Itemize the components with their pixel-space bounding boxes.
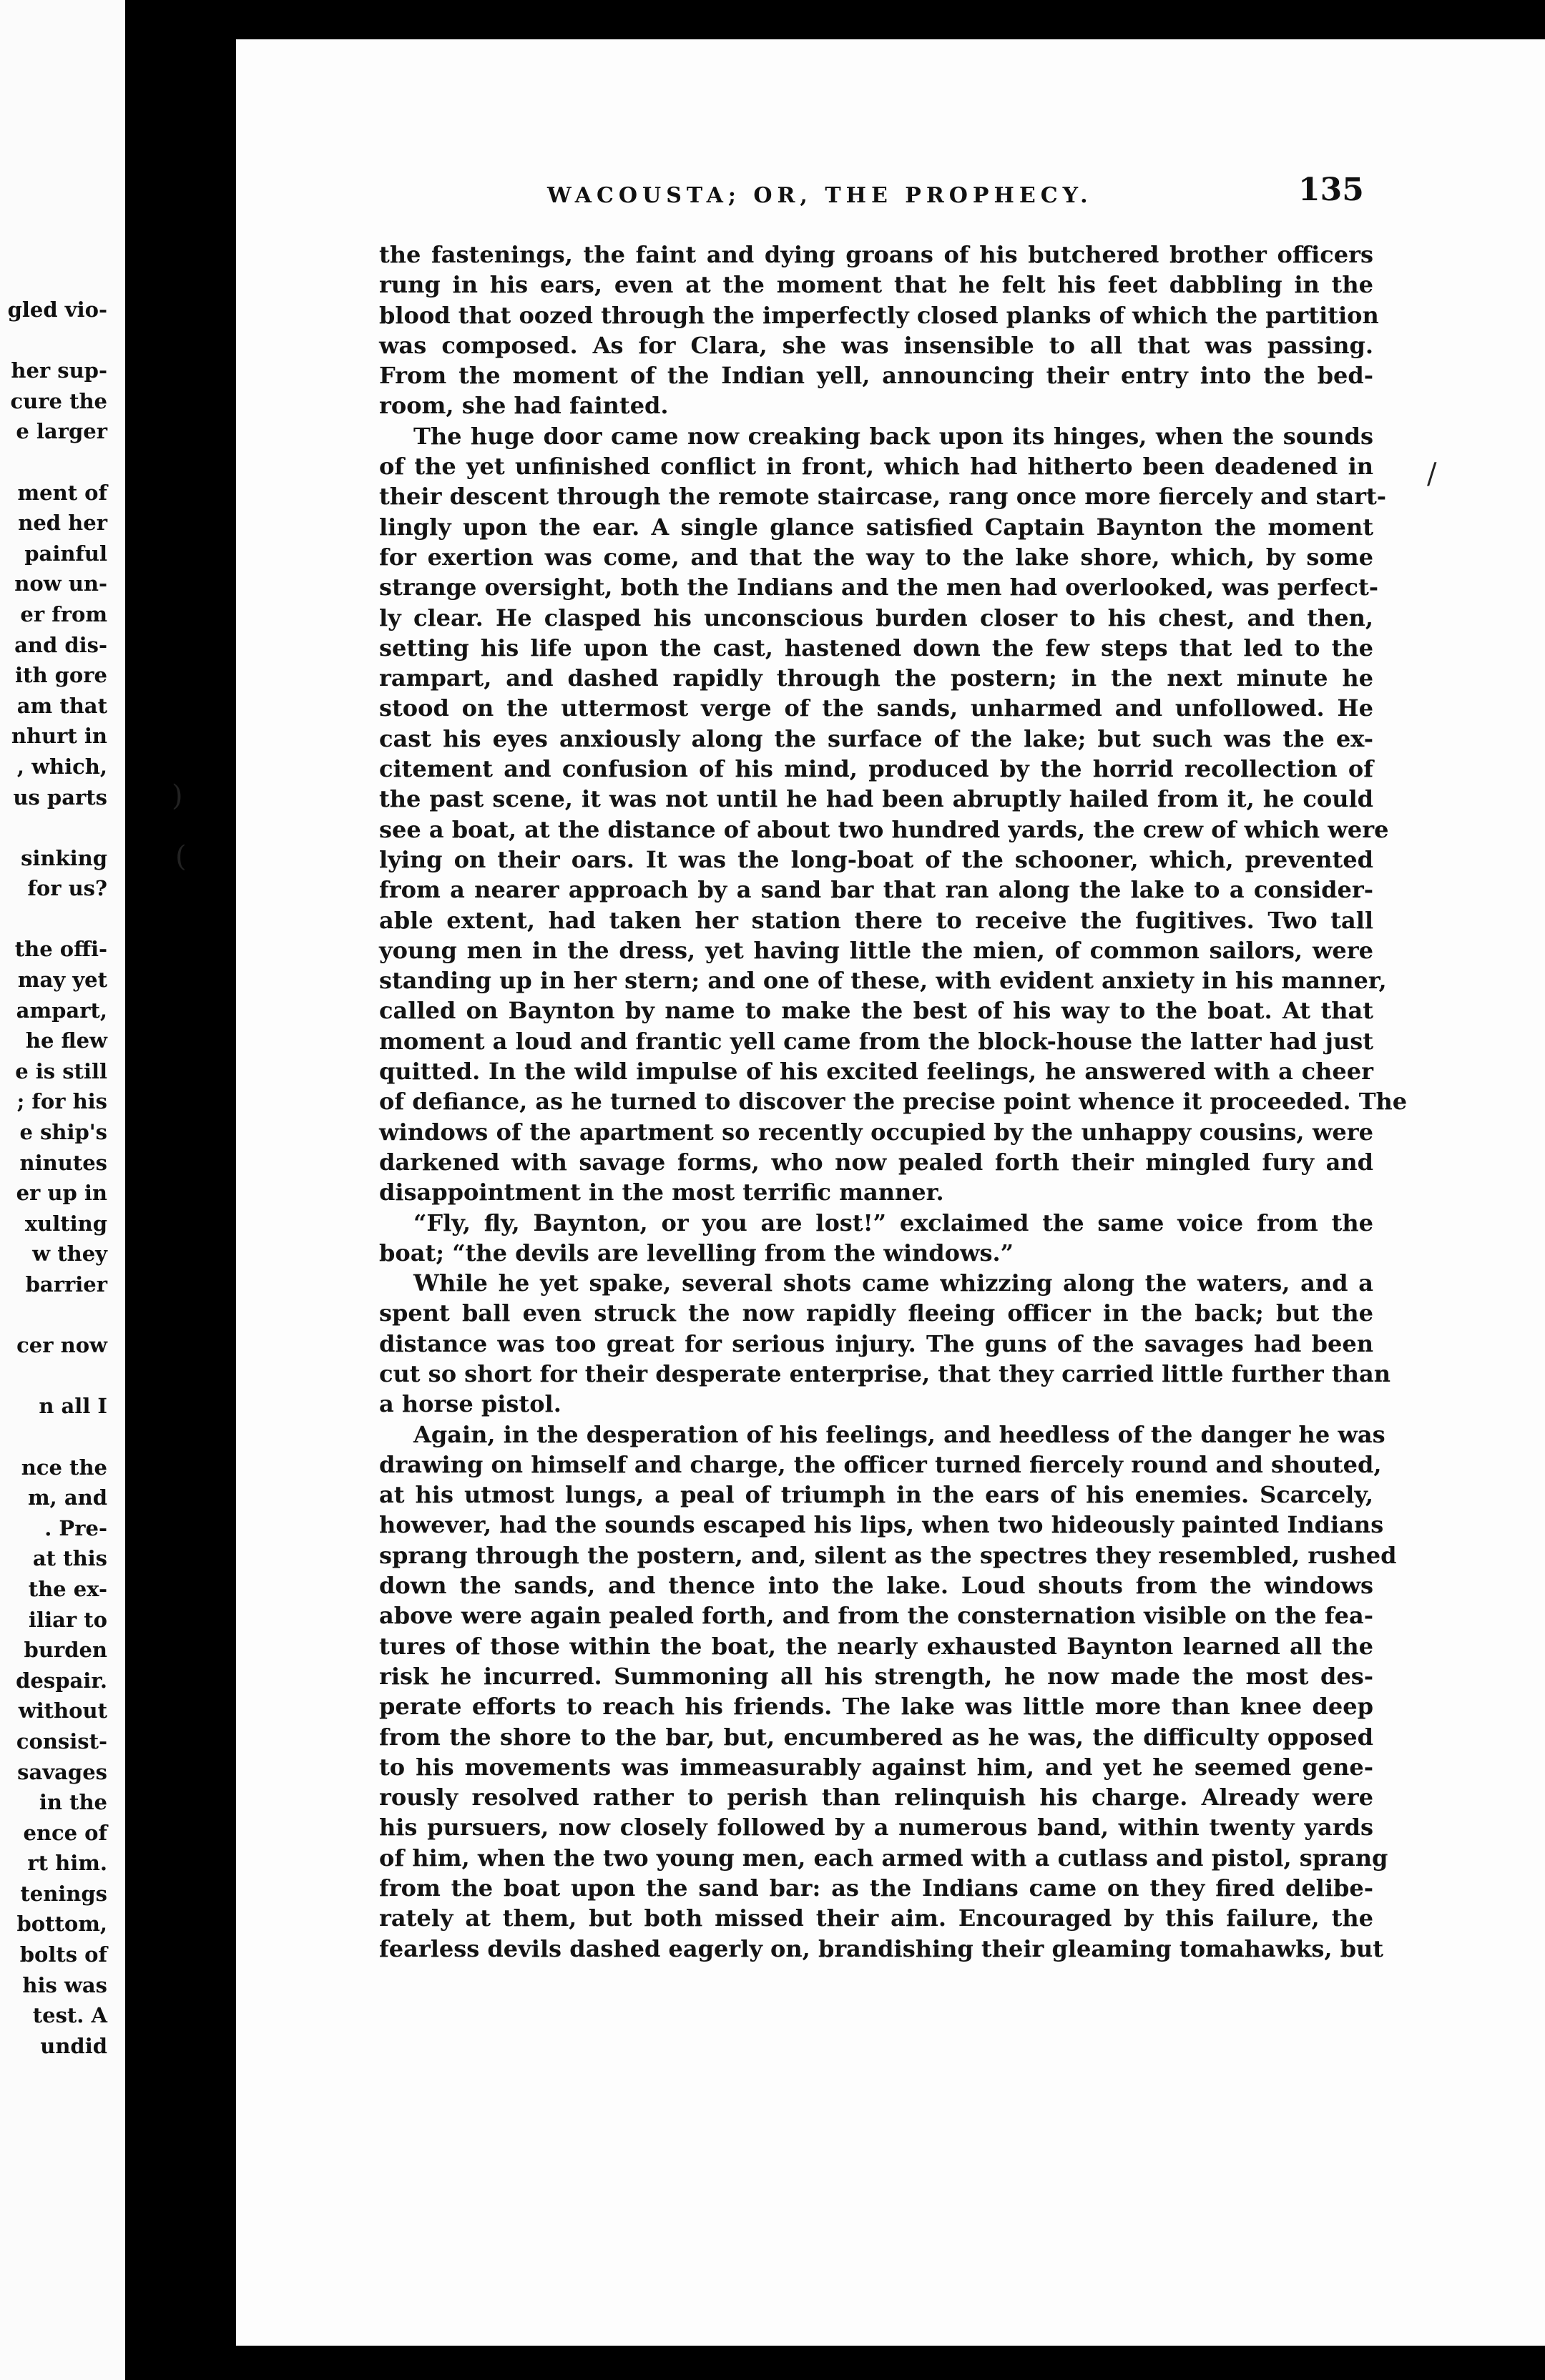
facing-page-line: bottom, bbox=[16, 1912, 107, 1937]
facing-page-line: ence of bbox=[23, 1820, 107, 1845]
facing-page-line: without bbox=[18, 1698, 107, 1723]
text-line: from a nearer approach by a sand bar that ran along the lake to a consider- bbox=[379, 876, 1373, 904]
text-line: was composed. As for Clara, she was insensible to all that was passing. bbox=[379, 331, 1373, 359]
text-line: of him, when the two young men, each armed with a cutlass and pistol, sprang bbox=[379, 1844, 1388, 1872]
text-line: of the yet unfinished conflict in front, which had hitherto been deadened in bbox=[379, 453, 1373, 481]
facing-page-line: now un- bbox=[14, 571, 107, 596]
text-line: blood that oozed through the imperfectly closed planks of which the partition bbox=[379, 301, 1379, 329]
facing-page-line: barrier bbox=[25, 1272, 107, 1297]
text-line: While he yet spake, several shots came whizzing along the waters, and a bbox=[413, 1269, 1373, 1297]
text-line: sprang through the postern, and, silent as the spectres they resembled, rushed bbox=[379, 1541, 1397, 1569]
text-line: boat; “the devils are levelling from the windows.” bbox=[379, 1239, 1014, 1267]
facing-page-line bbox=[0, 447, 107, 478]
text-line: able extent, had taken her station there to receive the fugitives. Two tall bbox=[379, 906, 1373, 934]
text-line: drawing on himself and charge, the officer turned fiercely round and shouted, bbox=[379, 1450, 1382, 1478]
text-line: called on Baynton by name to make the best of his way to the boat. At that bbox=[379, 997, 1373, 1025]
text-line: from the shore to the bar, but, encumbered as he was, the difficulty opposed bbox=[379, 1723, 1373, 1751]
page-number: 135 bbox=[1298, 172, 1364, 208]
facing-page-text-fragments bbox=[0, 295, 107, 2061]
facing-page-line: his was bbox=[22, 1972, 107, 1997]
text-line: setting his life upon the cast, hastened down the few steps that led to the bbox=[379, 634, 1373, 662]
facing-page-line: n all I bbox=[39, 1394, 107, 1419]
facing-page-line: tenings bbox=[20, 1881, 107, 1906]
facing-page-line: bolts of bbox=[19, 1942, 107, 1967]
facing-page-line: . Pre- bbox=[44, 1515, 107, 1540]
facing-page-line: consist- bbox=[16, 1729, 107, 1754]
text-line: ly clear. He clasped his unconscious burden closer to his chest, and then, bbox=[379, 604, 1373, 631]
facing-page-line: for us? bbox=[27, 876, 107, 901]
text-line: to his movements was immeasurably against him, and yet he seemed gene- bbox=[379, 1753, 1373, 1781]
facing-page-line: m, and bbox=[27, 1485, 107, 1510]
facing-page-line: cure the bbox=[10, 388, 107, 413]
text-line: moment a loud and frantic yell came from the block-house the latter had just bbox=[379, 1027, 1373, 1055]
text-line: quitted. In the wild impulse of his excited feelings, he answered with a cheer bbox=[379, 1058, 1373, 1086]
facing-page-line: e ship's bbox=[19, 1120, 107, 1145]
facing-page-line: w they bbox=[32, 1241, 107, 1267]
facing-page-line: e is still bbox=[15, 1058, 107, 1083]
text-line: Again, in the desperation of his feelings, and heedless of the danger he was bbox=[413, 1420, 1385, 1448]
text-line: from the boat upon the sand bar: as the Indians came on they fired delibe- bbox=[379, 1874, 1373, 1902]
facing-page-line: rt him. bbox=[27, 1851, 107, 1876]
text-line: room, she had fainted. bbox=[379, 392, 669, 420]
text-line: cast his eyes anxiously along the surface of the lake; but such was the ex- bbox=[379, 724, 1373, 752]
text-line: his pursuers, now closely followed by a numerous band, within twenty yards bbox=[379, 1814, 1373, 1841]
text-line: standing up in her stern; and one of these, with evident anxiety in his manner, bbox=[379, 967, 1387, 995]
margin-mark: ( bbox=[175, 840, 187, 873]
text-line: however, had the sounds escaped his lips, when two hideously painted Indians bbox=[379, 1511, 1384, 1539]
text-line: citement and confusion of his mind, produced by the horrid recollection of bbox=[379, 755, 1373, 783]
facing-page-line: cer now bbox=[16, 1333, 107, 1358]
facing-page-line: er from bbox=[20, 601, 107, 626]
facing-page-line: ment of bbox=[17, 480, 107, 505]
text-line: of defiance, as he turned to discover the precise point whence it proceeded. The bbox=[379, 1088, 1408, 1116]
facing-page-line: us parts bbox=[13, 785, 107, 810]
facing-page-line bbox=[0, 1300, 107, 1331]
facing-page-line: may yet bbox=[17, 968, 107, 993]
facing-page-line: e larger bbox=[16, 419, 107, 444]
facing-page-line bbox=[0, 904, 107, 935]
facing-page-line: the ex- bbox=[28, 1576, 107, 1601]
facing-page-line bbox=[0, 1361, 107, 1392]
text-line: rung in his ears, even at the moment that he felt his feet dabbling in the bbox=[379, 271, 1373, 299]
text-line: above were again pealed forth, and from the consternation visible on the fea- bbox=[379, 1602, 1373, 1630]
facing-page-line: her sup- bbox=[11, 358, 107, 383]
facing-page-line: am that bbox=[16, 693, 107, 718]
facing-page-line: , which, bbox=[16, 754, 107, 779]
facing-page-line: sinking bbox=[21, 845, 107, 870]
text-line: rampart, and dashed rapidly through the postern; in the next minute he bbox=[379, 664, 1373, 692]
facing-page-line bbox=[0, 325, 107, 356]
facing-page-line: the offi- bbox=[14, 937, 107, 962]
text-line: rately at them, but both missed their aim. Encouraged by this failure, the bbox=[379, 1904, 1373, 1932]
margin-mark: ) bbox=[172, 780, 183, 812]
text-line: windows of the apartment so recently occupied by the unhappy cousins, were bbox=[379, 1118, 1373, 1146]
text-line: for exertion was come, and that the way to the lake shore, which, by some bbox=[379, 543, 1373, 571]
facing-page-line: he flew bbox=[25, 1028, 107, 1053]
facing-page-line: nhurt in bbox=[11, 724, 107, 749]
facing-page-line: at this bbox=[32, 1546, 107, 1571]
text-line: stood on the uttermost verge of the sands, unharmed and unfollowed. He bbox=[379, 694, 1373, 722]
text-line: spent ball even struck the now rapidly fleeing officer in the back; but the bbox=[379, 1299, 1373, 1327]
text-line: a horse pistol. bbox=[379, 1390, 561, 1418]
facing-page-line: burden bbox=[24, 1638, 107, 1663]
facing-page-line: ampart, bbox=[16, 998, 107, 1023]
facing-page-line: er up in bbox=[16, 1181, 107, 1206]
facing-page-line: ned her bbox=[18, 511, 107, 536]
body-text bbox=[379, 240, 1408, 1964]
text-line: the past scene, it was not until he had been abruptly hailed from it, he could bbox=[379, 785, 1373, 813]
text-line: lingly upon the ear. A single glance satisfied Captain Baynton the moment bbox=[379, 513, 1373, 541]
facing-page-line: xulting bbox=[24, 1211, 107, 1236]
text-line: darkened with savage forms, who now pealed forth their mingled fury and bbox=[379, 1148, 1373, 1176]
facing-page-line: iliar to bbox=[29, 1607, 107, 1632]
text-line: at his utmost lungs, a peal of triumph in the ears of his enemies. Scarcely, bbox=[379, 1481, 1373, 1509]
facing-page-line: test. A bbox=[32, 2003, 107, 2028]
facing-page-edge bbox=[0, 0, 125, 2380]
text-line: tures of those within the boat, the nearly exhausted Baynton learned all the bbox=[379, 1632, 1373, 1660]
text-line: down the sands, and thence into the lake. Loud shouts from the windows bbox=[379, 1572, 1373, 1600]
text-line: fearless devils dashed eagerly on, brandishing their gleaming tomahawks, but bbox=[379, 1934, 1384, 1962]
facing-page-line: gled vio- bbox=[7, 298, 107, 322]
text-line: young men in the dress, yet having little the mien, of common sailors, were bbox=[379, 936, 1373, 964]
margin-mark: / bbox=[1427, 458, 1437, 491]
text-line: lying on their oars. It was the long-boat of the schooner, which, prevented bbox=[379, 845, 1373, 873]
text-line: their descent through the remote staircase, rang once more fiercely and start- bbox=[379, 483, 1387, 511]
facing-page-line: undid bbox=[40, 2033, 107, 2058]
text-line: the fastenings, the faint and dying groans of his butchered brother officers bbox=[379, 241, 1373, 268]
text-line: disappointment in the most terrific manner. bbox=[379, 1179, 944, 1206]
facing-page-line: despair. bbox=[16, 1668, 107, 1693]
facing-page-line: ; for his bbox=[16, 1089, 107, 1114]
facing-page-line: savages bbox=[17, 1759, 107, 1784]
text-line: strange oversight, both the Indians and the men had overlooked, was perfect- bbox=[379, 574, 1379, 601]
facing-page-line: ith gore bbox=[15, 663, 107, 688]
text-line: The huge door came now creaking back upon its hinges, when the sounds bbox=[413, 422, 1373, 450]
text-line: rously resolved rather to perish than relinquish his charge. Already were bbox=[379, 1784, 1373, 1811]
text-line: cut so short for their desperate enterprise, that they carried little further than bbox=[379, 1359, 1390, 1387]
text-line: “Fly, fly, Baynton, or you are lost!” exclaimed the same voice from the bbox=[413, 1209, 1373, 1236]
facing-page-line: nce the bbox=[21, 1455, 107, 1480]
facing-page-line: ninutes bbox=[19, 1150, 107, 1175]
facing-page-line: in the bbox=[39, 1790, 107, 1815]
running-head: WACOUSTA; OR, THE PROPHECY. bbox=[547, 183, 1093, 208]
facing-page-line: and dis- bbox=[14, 632, 107, 657]
facing-page-line bbox=[0, 1422, 107, 1452]
text-line: perate efforts to reach his friends. The lake was little more than knee deep bbox=[379, 1693, 1373, 1721]
text-line: distance was too great for serious injury. The guns of the savages had been bbox=[379, 1329, 1373, 1357]
text-line: see a boat, at the distance of about two hundred yards, the crew of which were bbox=[379, 815, 1389, 843]
facing-page-line bbox=[0, 812, 107, 843]
text-line: From the moment of the Indian yell, announcing their entry into the bed- bbox=[379, 362, 1373, 390]
text-line: risk he incurred. Summoning all his strength, he now made the most des- bbox=[379, 1662, 1373, 1690]
facing-page-line: painful bbox=[24, 541, 107, 566]
